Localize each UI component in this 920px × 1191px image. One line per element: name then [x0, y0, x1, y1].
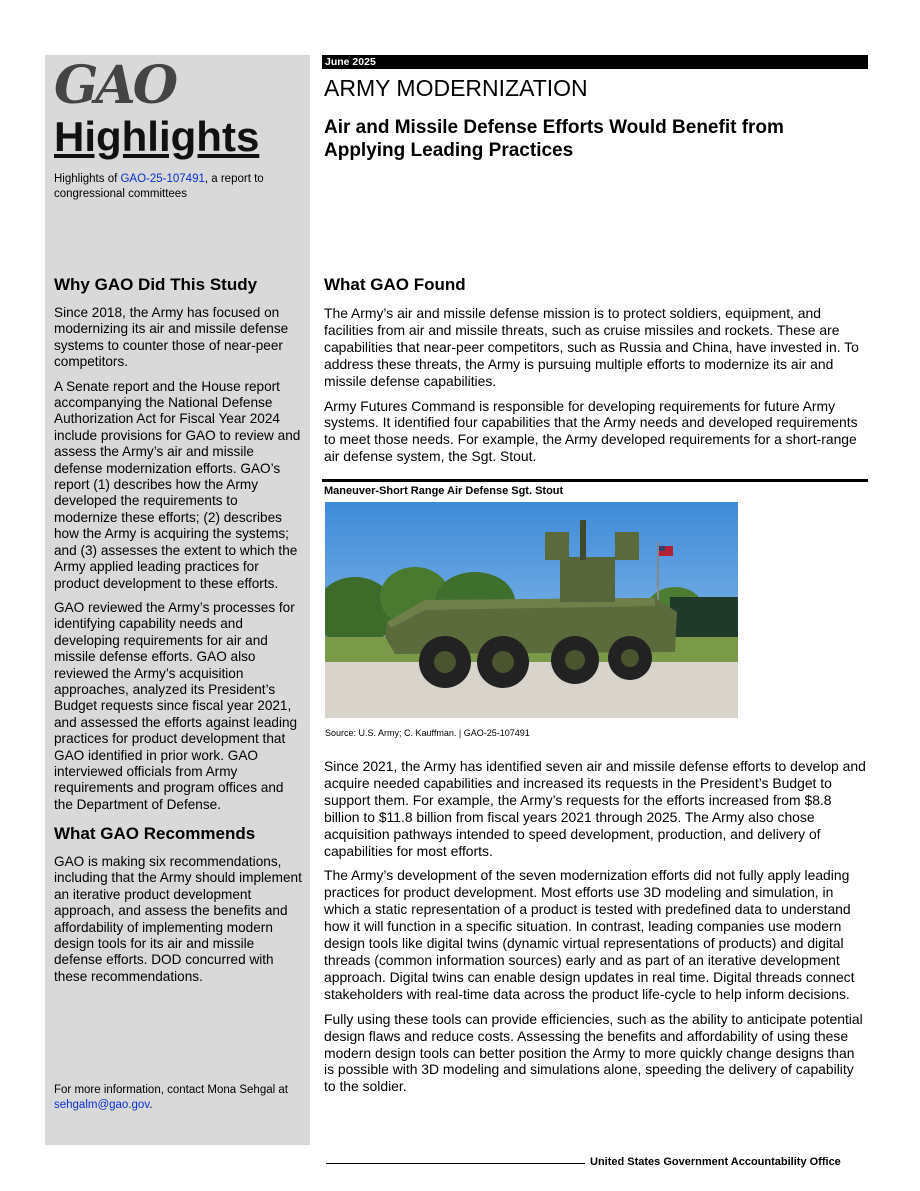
intro-paragraph: The Army’s air and missile defense mission is to protect soldiers, equipment, and facilities from air and missile threats, such as cruise missiles and rockets. These are capabilities that near-peer competitors, such as Russia and China, have invested in. To address these threats, the Army is pursuing multiple efforts to modernize its air and missile defense capabilities. [324, 305, 859, 389]
figure-source: Source: U.S. Army; C. Kauffman. | GAO-25-107491 [325, 728, 530, 738]
highlights-title: Highlights [54, 113, 260, 160]
what-found-heading: What GAO Found [324, 275, 466, 294]
contact-email-link[interactable]: sehgalm@gao.gov [54, 1098, 150, 1111]
section-rule [322, 479, 868, 482]
figure-title: Maneuver-Short Range Air Defense Sgt. Stout [324, 485, 564, 497]
report-link[interactable]: GAO-25-107491 [120, 173, 205, 185]
vehicle-photo [325, 502, 738, 718]
body-paragraph: Fully using these tools can provide efficiencies, such as the ability to anticipate potential design flaws and reduce costs. Assessing the benefits and affordability of using these modern design tools can better position the Army to more quickly change designs than is possible with 3D modeling and simulations alone, speeding the delivery of capability to the soldier. [324, 1010, 863, 1095]
body-paragraph: The Army’s development of the seven modernization efforts did not fully apply leading practices for product development. Most efforts use 3D modeling and simulation, in which a static representation of a product is tested with predefined data to understand how it will function in a specific situation. In contrast, leading companies use modern design tools like digital twins (dynamic virtual representations of products) and digital threads (common information sources) early and as part of an iterative development approach. Digital twins can enable design updates in real time. Digital threads connect stakeholders with real-time data across the product life-cycle to help inform decisions. [324, 867, 855, 1002]
report-note: Highlights of GAO-25-107491, a report to congressional committees [54, 173, 264, 200]
intro-text [324, 305, 866, 473]
gao-logo: GAO [54, 55, 176, 116]
recommends-heading: What GAO Recommends [54, 824, 256, 843]
stryker-vehicle-image [325, 502, 738, 718]
footer-agency: United States Government Accountability Office [590, 1156, 841, 1168]
why-paragraph: GAO reviewed the Army’s processes for identifying capability needs and developing requirements for air and missile defense efforts. GAO also reviewed the Army’s acquisition approaches, analyzed its President’s Budget requests since fiscal year 2021, and assessed the efforts against leading practices for product development that GAO identified in prior work. GAO interviewed officials from Army requirements and program offices and the Department of Defense. [54, 599, 298, 812]
body-text [324, 758, 866, 1103]
date-bar: June 2025 [322, 55, 868, 69]
why-study-heading: Why GAO Did This Study [54, 275, 258, 294]
recommends-paragraph: GAO is making six recommendations, including that the Army should implement an iterative product development approach, and assess the benefits and affordability of implementing modern design tools for its air and missile defense efforts. DOD concurred with these recommendations. [54, 854, 302, 984]
footer-rule [326, 1163, 585, 1164]
why-paragraph: Since 2018, the Army has focused on modernizing its air and missile defense systems to counter those of near-peer competitors. [54, 305, 289, 370]
intro-paragraph: Army Futures Command is responsible for developing requirements for future Army systems. It identified four capabilities that the Army needs and developed requirements to meet those needs. For example, the Army developed requirements for a short-range air defense system, the Sgt. Stout. [324, 397, 858, 465]
topic-title: ARMY MODERNIZATION [324, 75, 588, 101]
why-study-text [54, 305, 304, 821]
body-paragraph: Since 2021, the Army has identified seven air and missile defense efforts to develop and acquire needed capabilities and increased its requests in the President’s Budget to support them. For example, the Army’s requests for the efforts increased from $8.8 billion to $11.8 billion from fiscal years 2021 through 2025. The Army also chose acquisition pathways intended to speed development, production, and delivery of capabilities for most efforts. [324, 758, 866, 859]
headline: Air and Missile Defense Efforts Would Benefit from Applying Leading Practices [324, 117, 784, 161]
recommends-text [54, 854, 304, 993]
why-paragraph: A Senate report and the House report accompanying the National Defense Authorization Act for Fiscal Year 2024 include provisions for GAO to review and assess the Army’s air and missile defense modernization efforts. GAO’s report (1) describes how the Army developed the requirements to modernize these efforts; (2) describes how the Army is acquiring the systems; and (3) assesses the extent to which the Army applied leading practices for product development to these efforts. [54, 378, 301, 591]
contact-info: For more information, contact Mona Sehgal at sehgalm@gao.gov. [54, 1084, 288, 1111]
